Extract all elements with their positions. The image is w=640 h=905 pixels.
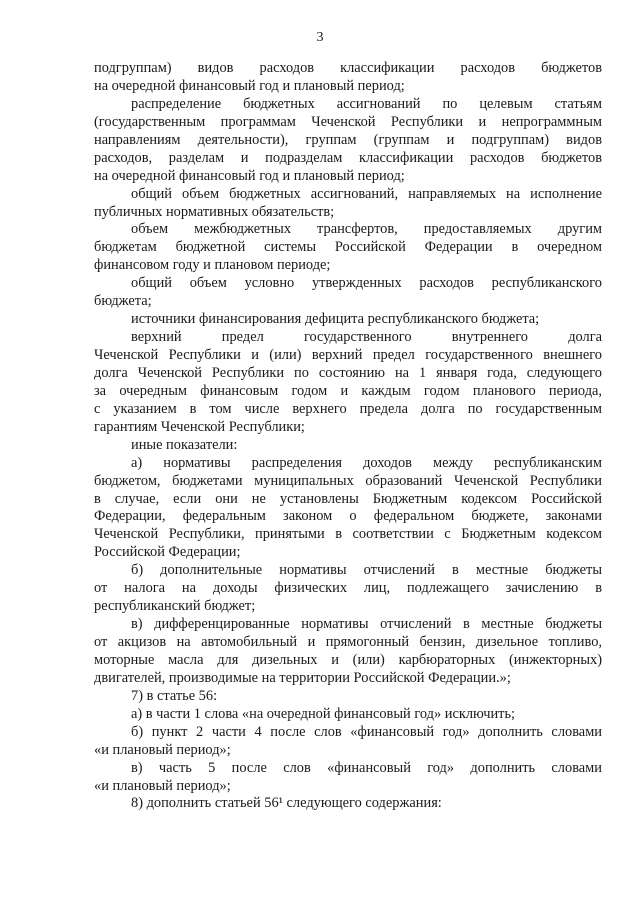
text-line: распределение бюджетных ассигнований по целевым статьям xyxy=(131,95,602,112)
text-line: долга Чеченской Республики по состоянию на 1 января года, следующего xyxy=(94,364,602,381)
text-line: Чеченской Республики, принятыми в соответствии с Бюджетным кодексом xyxy=(94,526,602,543)
text-line: моторные масла для дизельных и (или) карбюраторных (инжекторных) xyxy=(94,651,602,668)
document-body xyxy=(94,60,602,813)
text-line: а) нормативы распределения доходов между республиканским xyxy=(131,454,602,471)
text-line: на очередной финансовый год и плановый период; xyxy=(94,167,405,184)
text-line: за очередным финансовым годом и каждым годом планового периода, xyxy=(94,382,602,399)
text-line: верхний предел государственного внутреннего долга xyxy=(131,329,602,346)
text-line: б) дополнительные нормативы отчислений в местные бюджеты xyxy=(131,562,602,579)
text-line: от налога на доходы физических лиц, подлежащего зачислению в xyxy=(94,580,602,597)
text-line: объем межбюджетных трансфертов, предоставляемых другим xyxy=(131,221,602,238)
text-line: в случае, если они не установлены Бюджетным кодексом Российской xyxy=(94,490,602,507)
text-line: в) часть 5 после слов «финансовый год» дополнить словами xyxy=(131,759,602,776)
text-line: Чеченской Республики и (или) верхний предел государственного внешнего xyxy=(94,347,602,363)
text-line: источники финансирования дефицита республиканского бюджета; xyxy=(131,311,540,328)
text-line: «и плановый период»; xyxy=(94,777,231,794)
text-line: Федерации, федеральным законом о федеральном бюджете, законами xyxy=(94,508,602,525)
text-line: бюджетом, бюджетами муниципальных образований Чеченской Республики xyxy=(94,472,602,489)
text-line: Российской Федерации; xyxy=(94,544,241,561)
text-line: на очередной финансовый год и плановый период; xyxy=(94,77,405,94)
text-line: республиканский бюджет; xyxy=(94,598,256,615)
text-line: «и плановый период»; xyxy=(94,741,231,758)
text-line: гарантиям Чеченской Республики; xyxy=(94,418,305,435)
text-line: иные показатели: xyxy=(131,436,238,453)
text-line: расходов, разделам и подразделам классификации расходов бюджетов xyxy=(94,149,602,166)
text-line: а) в части 1 слова «на очередной финансовый год» исключить; xyxy=(131,705,516,722)
text-line: б) пункт 2 части 4 после слов «финансовый год» дополнить словами xyxy=(131,723,602,740)
text-line: направлениям деятельности), группам (группам и подгруппам) видов xyxy=(94,131,602,148)
text-line: общий объем условно утвержденных расходов республиканского xyxy=(131,275,602,292)
text-line: от акцизов на автомобильный и прямогонный бензин, дизельное топливо, xyxy=(94,634,602,650)
text-line: общий объем бюджетных ассигнований, направляемых на исполнение xyxy=(131,185,602,202)
text-line: 7) в статье 56: xyxy=(131,687,218,704)
text-line: финансовом году и плановом периоде; xyxy=(94,257,331,274)
text-line: подгруппам) видов расходов классификации расходов бюджетов xyxy=(94,60,602,76)
text-line: с указанием в том числе верхнего предела долга по государственным xyxy=(94,400,602,417)
page-number: 3 xyxy=(316,30,324,45)
text-line: в) дифференцированные нормативы отчислений в местные бюджеты xyxy=(131,616,602,633)
text-line: 8) дополнить статьей 56¹ следующего содержания: xyxy=(131,795,442,812)
text-line: двигателей, производимые на территории Российской Федерации.»; xyxy=(94,669,511,686)
text-line: бюджетам бюджетной системы Российской Федерации в очередном xyxy=(94,239,602,256)
text-line: публичных нормативных обязательств; xyxy=(94,203,335,220)
text-line: бюджета; xyxy=(94,293,152,310)
text-line: (государственным программам Чеченской Республики и непрограммным xyxy=(94,113,602,130)
